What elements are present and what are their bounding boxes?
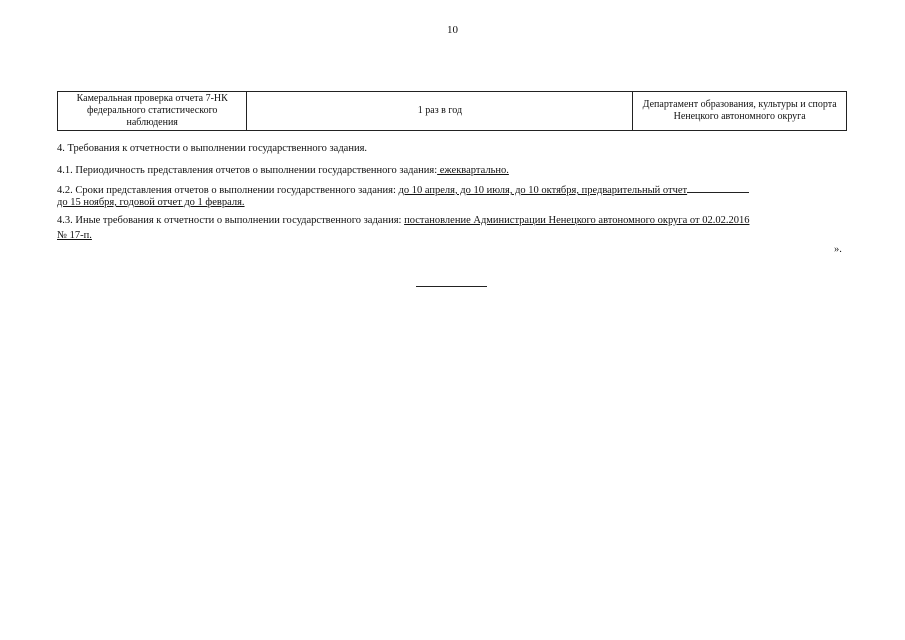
frequency-cell: 1 раз в год xyxy=(247,92,633,131)
paragraph-4-2 xyxy=(57,182,749,197)
paragraph-4-1-label: 4.1. Периодичность представления отчетов о выполнении государственного задания: xyxy=(57,165,438,176)
paragraph-4-3-continuation xyxy=(57,229,92,242)
section-4-heading: 4. Требования к отчетности о выполнении государственного задания. xyxy=(57,143,368,154)
paragraph-4-2-continuation xyxy=(57,196,245,209)
reporting-deadlines-value-cont: до 15 ноября, годовой отчет до 1 февраля. xyxy=(57,197,245,208)
paragraph-4-3 xyxy=(57,214,749,227)
reporting-deadlines-value: до 10 апреля, до 10 июля, до 10 октября, предварительный отчет xyxy=(398,185,688,196)
closing-quote-mark: ». xyxy=(834,244,842,255)
authority-cell: Департамент образования, культуры и спорта Ненецкого автономного округа xyxy=(633,92,847,131)
activity-cell: Камеральная проверка отчета 7-НК федерального статистического наблюдения xyxy=(58,92,247,131)
other-requirements-value-cont: № 17-п. xyxy=(57,230,92,241)
table-row xyxy=(58,92,847,131)
report-table xyxy=(57,91,847,131)
fill-line xyxy=(687,182,749,193)
paragraph-4-3-label: 4.3. Иные требования к отчетности о выполнении государственного задания: xyxy=(57,215,405,226)
reporting-frequency-value: ежеквартально. xyxy=(437,165,509,176)
end-divider xyxy=(416,286,487,287)
paragraph-4-1 xyxy=(57,164,509,177)
other-requirements-value: постановление Администрации Ненецкого автономного округа от 02.02.2016 xyxy=(404,215,750,226)
page-number: 10 xyxy=(447,24,458,36)
paragraph-4-2-label: 4.2. Сроки представления отчетов о выполнении государственного задания: xyxy=(57,185,399,196)
